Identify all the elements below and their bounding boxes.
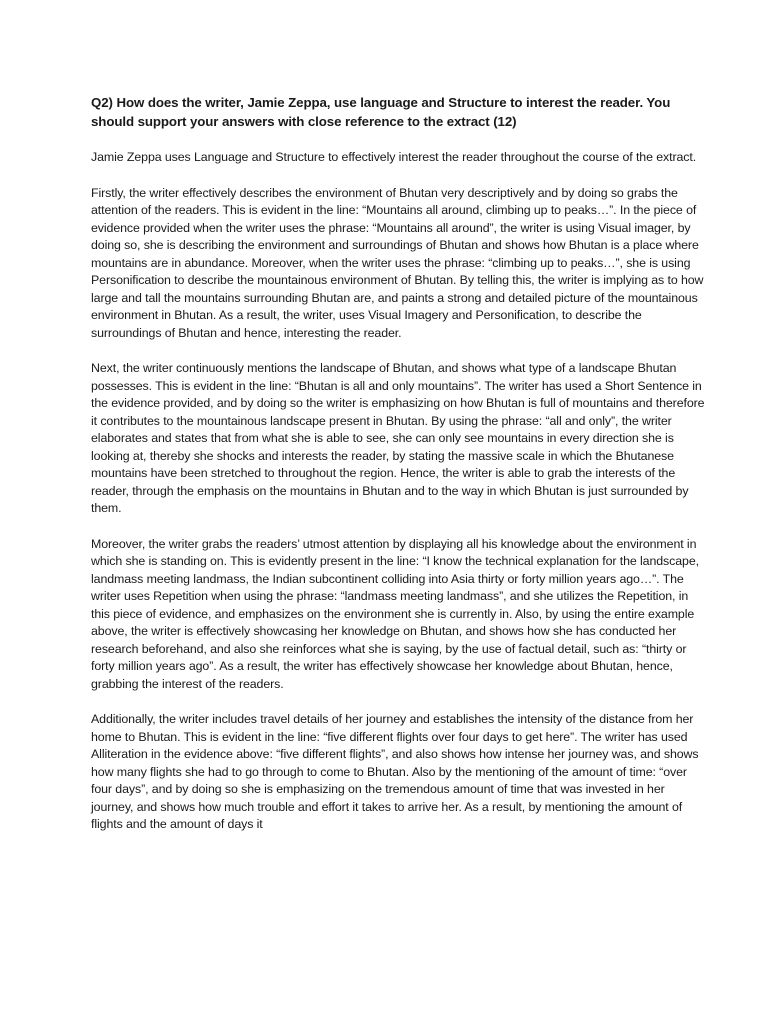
paragraph-moreover: Moreover, the writer grabs the readers’ utmost attention by displaying all his knowledge about the environment in which she is standing on. This is evidently present in the line: “I know the technical explanation for the landscape, landmass meeting landmass, the Indian subcontinent colliding into Asia thirty or forty million years ago…”. The writer uses Repetition when using the phrase: “landmass meeting landmass”, and she utilizes the Repetition, in this piece of evidence, and emphasizes on the environment she is currently in. Also, by using the entire example above, the writer is effectively showcasing her knowledge on Bhutan, and shows how she has conducted her research beforehand, and also she reinforces what she is saying, by the use of factual detail, such as: “thirty or forty million years ago”. As a result, the writer has effectively showcase her knowledge about Bhutan, hence, grabbing the interest of the readers.	[91, 536, 699, 691]
paragraph-intro: Jamie Zeppa uses Language and Structure to effectively interest the reader throughout the course of the extract.	[91, 150, 697, 164]
question-heading: Q2) How does the writer, Jamie Zeppa, use language and Structure to interest the reader. You should support your answers with close reference to the extract (12)	[91, 95, 671, 129]
paragraph-firstly: Firstly, the writer effectively describes the environment of Bhutan very descriptively and by doing so grabs the attention of the readers. This is evident in the line: “Mountains all around, climbing up to peaks…”. In the piece of evidence provided when the writer uses the phrase: “Mountains all around”, the writer is using Visual imager, by doing so, she is describing the environment and surroundings of Bhutan and shows how Bhutan is a place where mountains are in abundance. Moreover, when the writer uses the phrase: “climbing up to peaks…”, she is using Personification to describe the mountainous environment of Bhutan. By telling this, the writer is implying as to how large and tall the mountains surrounding Bhutan are, and paints a strong and detailed picture of the mountainous environment in Bhutan. As a result, the writer, uses Visual Imagery and Personification, to describe the surroundings of Bhutan and hence, interesting the reader.	[91, 185, 704, 340]
essay-body	[91, 149, 708, 834]
paragraph-additionally: Additionally, the writer includes travel details of her journey and establishes the intensity of the distance from her home to Bhutan. This is evident in the line: “five different flights over four days to get here”. The writer has used Alliteration in the evidence above: “five different flights”, and also shows how intense her journey was, and shows how many flights she had to go through to come to Bhutan. Also by the mentioning of the amount of time: “over four days”, and by doing so she is emphasizing on the tremendous amount of time that was invested in her journey, and shows how much trouble and effort it takes to arrive her. As a result, by mentioning the amount of flights and the amount of days it	[91, 712, 699, 831]
paragraph-next: Next, the writer continuously mentions the landscape of Bhutan, and shows what type of a landscape Bhutan possesses. This is evident in the line: “Bhutan is all and only mountains”. The writer has used a Short Sentence in the evidence provided, and by doing so the writer is emphasizing on how Bhutan is full of mountains and therefore it contributes to the mountainous landscape present in Bhutan. By using the phrase: “all and only”, the writer elaborates and states that from what she is able to see, she can only see mountains in every direction she is looking at, thereby she shocks and interests the reader, by stating the massive scale in which the Bhutanese mountains have been stretched to throughout the region. Hence, the writer is able to grab the interests of the reader, through the emphasis on the mountains in Bhutan and to the way in which Bhutan is just surrounded by them.	[91, 361, 705, 515]
